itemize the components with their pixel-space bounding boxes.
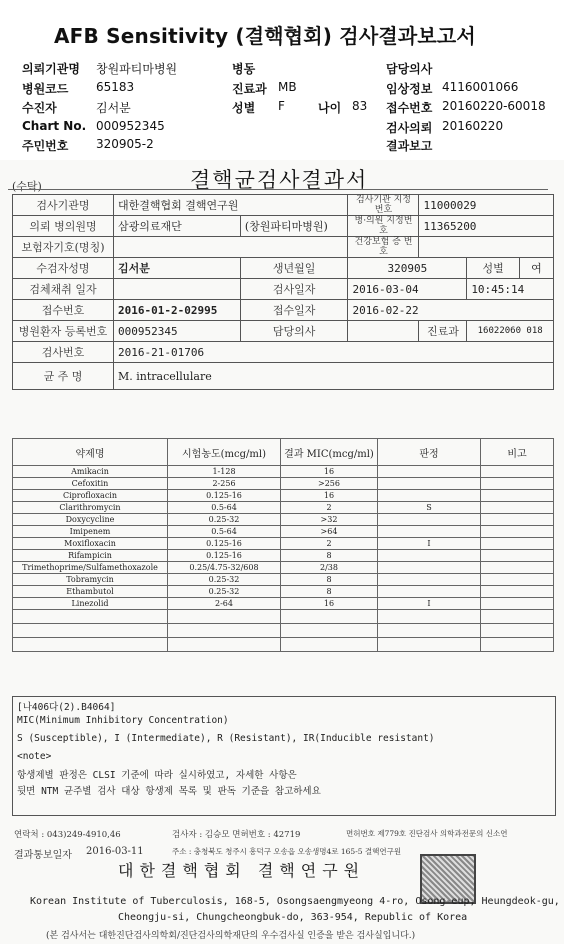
name-value: 김서분 [114,258,241,279]
request-value: 20160220 [442,119,504,133]
sex-label-2: 성별 [467,258,520,279]
accession-label: 접수번호 [386,101,433,115]
table-row [13,550,554,562]
req-no-value: 11365200 [419,216,554,237]
note-tag: <note> [17,751,52,762]
note-line-2: 뒷면 NTM 균주별 검사 대상 항생제 목록 및 판독 기준을 참고하세요 [17,786,321,797]
rcv-no-label: 접수번호 [13,300,114,321]
interpretation-cell [378,478,481,490]
lab-no-label: 검사기관 지정번호 [348,195,419,216]
mic-cell: 16 [281,466,378,478]
scanned-report [0,160,564,944]
concentration-cell: 0.25/4.75-32/608 [168,562,281,574]
mic-cell: >64 [281,526,378,538]
exam-no-label: 검사번호 [13,342,114,363]
empty-cell [378,624,481,638]
sex-value: F [278,99,285,113]
footer-license: 면허번호 제779호 진단검사 의학과전문의 신소연 [346,829,508,838]
lab-value: 대한결핵협회 결핵연구원 [114,195,348,216]
empty-cell [13,610,168,624]
concentration-header: 시험농도(mcg/ml) [168,439,281,466]
test-date-value: 2016-03-04 [348,279,467,300]
mic-cell: 8 [281,586,378,598]
drug-header: 약제명 [13,439,168,466]
interpretation-cell [378,490,481,502]
concentration-cell: 0.5-64 [168,526,281,538]
table-row [13,538,554,550]
empty-cell [378,638,481,652]
organism-label: 균 주 명 [13,363,114,390]
interpretation-cell: I [378,598,481,610]
mic-cell: 8 [281,550,378,562]
institution-name: 대한결핵협회 결핵연구원 [118,861,366,880]
patient-info-table [12,194,554,390]
table-row [13,478,554,490]
table-row [13,562,554,574]
table-row [13,574,554,586]
req-hosp-sub: (창원파티마병원) [240,216,348,237]
remark-cell [481,502,554,514]
report-title: 결핵균검사결과서 [190,168,369,192]
concentration-cell: 0.125-16 [168,490,281,502]
mic-header: 결과 MIC(mcg/ml) [281,439,378,466]
concentration-cell: 0.5-64 [168,502,281,514]
rrn-value: 320905-2 [96,137,154,151]
dob-label: 생년월일 [240,258,348,279]
table-row [13,514,554,526]
drug-name-cell: Moxifloxacin [13,538,168,550]
interpretation-cell: S [378,502,481,514]
name-label: 수검자성명 [13,258,114,279]
empty-cell [168,638,281,652]
chart-value: 000952345 [96,119,165,133]
interpretation-header: 판정 [378,439,481,466]
dept-label-2: 진료과 [419,321,467,342]
lab-no-value: 11000029 [419,195,554,216]
certification-note: (본 검사서는 대한진단검사의학회/진단검사의학재단의 우수검사실 인증을 받은 검사실입니다.) [46,931,416,941]
empty-cell [281,624,378,638]
rcv-date-value: 2016-02-22 [348,300,554,321]
drug-name-cell: Linezolid [13,598,168,610]
concentration-cell: 0.125-16 [168,538,281,550]
interpretation-cell [378,586,481,598]
concentration-cell: 2-256 [168,478,281,490]
interpretation-cell [378,550,481,562]
interpretation-cell [378,562,481,574]
drug-name-cell: Amikacin [13,466,168,478]
drug-name-cell: Ciprofloxacin [13,490,168,502]
empty-cell [281,638,378,652]
empty-cell [168,610,281,624]
accession-value: 20160220-60018 [442,99,546,113]
req-hosp-label: 의뢰 병의원명 [13,216,114,237]
interpretation-cell [378,466,481,478]
patient-value: 김서분 [96,101,131,115]
footer-address: 주소 : 충청북도 청주시 흥덕구 오송읍 오송생명4로 165-5 결핵연구원 [172,847,402,856]
mic-cell: 8 [281,574,378,586]
table-row [13,490,554,502]
doctor-label-2: 담당의사 [240,321,348,342]
mic-cell: 16 [281,490,378,502]
footer-inspector: 검사자 : 김승모 면허번호 : 42719 [172,830,301,840]
remark-cell [481,562,554,574]
drug-name-cell: Rifampicin [13,550,168,562]
title-divider [8,189,548,190]
remark-cell [481,598,554,610]
mic-cell: 2 [281,502,378,514]
clinical-label: 임상정보 [386,82,433,96]
empty-row [13,638,554,652]
empty-row [13,624,554,638]
req-no-label: 병·의원 지정번호 [348,216,419,237]
organism-value: M. intracellulare [114,363,554,390]
patient-label: 수진자 [22,101,57,115]
drug-name-cell: Tobramycin [13,574,168,586]
report-date-value: 2016-03-11 [86,846,144,857]
health-no-value [419,237,554,258]
drug-name-cell: Clarithromycin [13,502,168,514]
drug-susceptibility-table [12,438,554,652]
age-label: 나이 [318,101,342,115]
report-date-label: 결과통보일자 [14,850,72,861]
concentration-cell: 0.125-16 [168,550,281,562]
remark-cell [481,550,554,562]
reg-no-value: 000952345 [114,321,241,342]
sex-value-2: 여 [519,258,553,279]
rrn-label: 주민번호 [22,139,69,153]
rcv-no-value: 2016-01-2-02995 [114,300,241,321]
insurer-value [114,237,348,258]
empty-cell [281,610,378,624]
remark-header: 비고 [481,439,554,466]
mic-cell: 2/38 [281,562,378,574]
empty-cell [13,638,168,652]
mic-cell: 2 [281,538,378,550]
dob-value: 320905 [348,258,467,279]
table-row [13,598,554,610]
test-date-label: 검사일자 [240,279,348,300]
empty-cell [13,624,168,638]
remark-cell [481,526,554,538]
sutak-label: (수탁) [12,180,42,193]
note-legend: S (Susceptible), I (Intermediate), R (Resistant), IR(Inducible resistant) [17,733,435,744]
doctor-value-2 [348,321,419,342]
ward-label: 병동 [232,62,256,76]
collect-date-value [114,279,241,300]
insurer-label: 보험자기호(명칭) [13,237,114,258]
drug-name-cell: Trimethoprime/Sulfamethoxazole [13,562,168,574]
concentration-cell: 0.25-32 [168,514,281,526]
mic-cell: >256 [281,478,378,490]
table-row [13,586,554,598]
remark-cell [481,490,554,502]
english-address-2: Cheongju-si, Chungcheongbuk-do, 363-954, Republic of Korea [118,912,468,923]
reg-no-label: 병원환자 등록번호 [13,321,114,342]
exam-no-value: 2016-21-01706 [114,342,554,363]
empty-cell [378,610,481,624]
code-label: 병원코드 [22,82,69,96]
lab-label: 검사기관명 [13,195,114,216]
remark-cell [481,574,554,586]
interpretation-cell [378,526,481,538]
page-title: AFB Sensitivity (결핵협회) 검사결과보고서 [54,24,476,48]
note-line-1: 항생제별 판정은 CLSI 기준에 따라 실시하였고, 자세한 사항은 [17,770,297,781]
dept-value-2: 16022060 018 [467,321,554,342]
test-time-value: 10:45:14 [467,279,554,300]
table-row [13,502,554,514]
hospital-label: 의뢰기관명 [22,62,80,76]
remark-cell [481,586,554,598]
hospital-value: 창원파티마병원 [96,62,178,76]
note-mic: MIC(Minimum Inhibitory Concentration) [17,715,229,726]
dept-label: 진료과 [232,82,267,96]
interpretation-cell [378,574,481,586]
clinical-value: 4116001066 [442,80,519,94]
mic-cell: >32 [281,514,378,526]
note-code: [나406다(2).B4064] [17,702,116,713]
collect-date-label: 검체채취 일자 [13,279,114,300]
remark-cell [481,466,554,478]
health-no-label: 건강보험 증 번 호 [348,237,419,258]
drug-name-cell: Cefoxitin [13,478,168,490]
req-hosp-value: 삼광의료재단 [114,216,241,237]
mic-cell: 16 [281,598,378,610]
interpretation-cell [378,514,481,526]
age-value: 83 [352,99,368,113]
table-row [13,466,554,478]
rcv-date-label: 접수일자 [240,300,348,321]
code-value: 65183 [96,80,135,94]
doctor-label: 담당의사 [386,62,433,76]
empty-cell [481,624,554,638]
remark-cell [481,478,554,490]
empty-cell [481,610,554,624]
concentration-cell: 1-128 [168,466,281,478]
concentration-cell: 0.25-32 [168,586,281,598]
empty-cell [168,624,281,638]
concentration-cell: 2-64 [168,598,281,610]
concentration-cell: 0.25-32 [168,574,281,586]
notes-box [12,696,556,816]
table-row [13,526,554,538]
drug-name-cell: Imipenem [13,526,168,538]
drug-name-cell: Ethambutol [13,586,168,598]
request-label: 검사의뢰 [386,121,433,135]
sex-label: 성별 [232,101,256,115]
empty-cell [481,638,554,652]
footer-contact: 연락처 : 043)249-4910,46 [14,830,121,840]
report-header [0,0,564,160]
chart-label: Chart No. [22,119,87,133]
remark-cell [481,514,554,526]
english-address-1: Korean Institute of Tuberculosis, 168-5, Osongsaengmyeong 4-ro, Osong-eup, Heungdeok-gu, [30,896,560,907]
report-label: 결과보고 [386,139,433,153]
remark-cell [481,538,554,550]
interpretation-cell: I [378,538,481,550]
empty-row [13,610,554,624]
dept-value: MB [278,80,297,94]
drug-name-cell: Doxycycline [13,514,168,526]
